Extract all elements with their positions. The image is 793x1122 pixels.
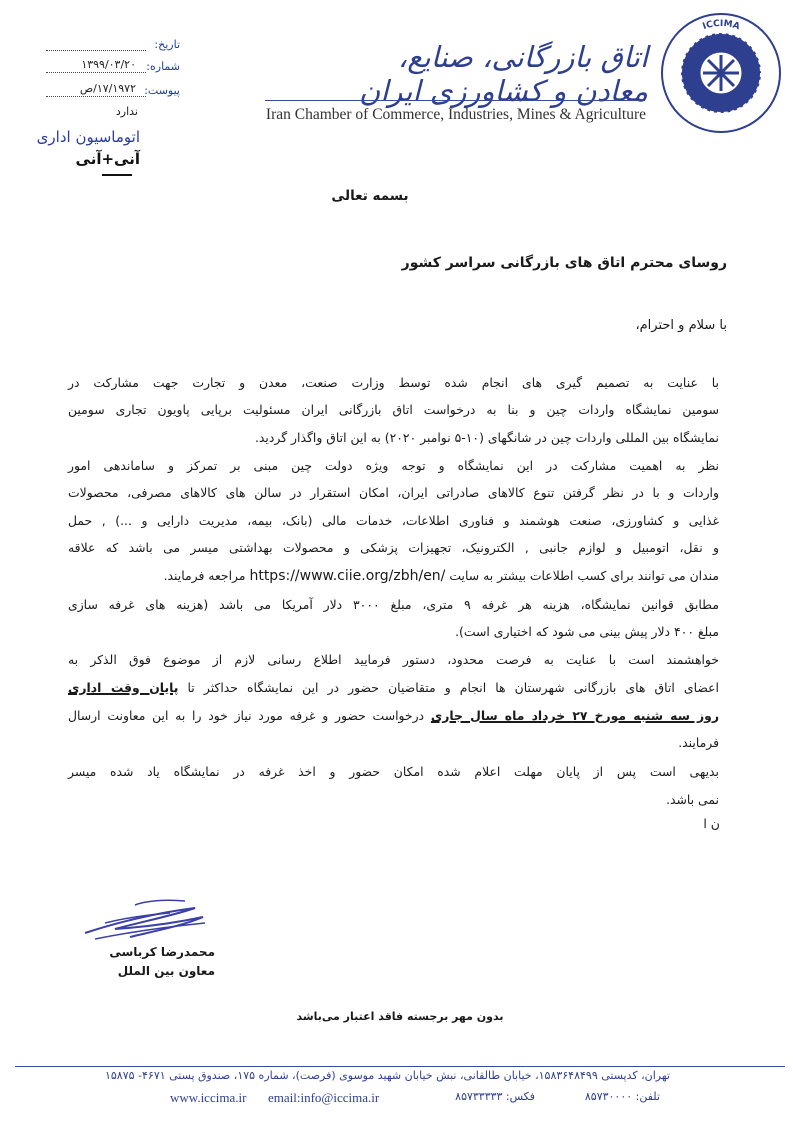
meta-attachment-row — [30, 84, 180, 102]
body-line-3 — [68, 426, 719, 450]
deadline-emphasis: پایان وقت اداری — [68, 680, 179, 695]
body-line-8 — [68, 564, 719, 588]
attachment-value: ندارد — [115, 105, 138, 118]
body-line-4 — [68, 454, 719, 478]
body-text: مبلغ ۴۰۰ دلار پیش بینی می شود که اختیاری است). — [455, 624, 719, 639]
handwritten-note-automation: اتوماسیون اداری — [36, 128, 140, 146]
body-line-15 — [68, 760, 719, 784]
handwritten-note-urgent: آنی+آنی — [75, 150, 140, 168]
basmala-heading: بسمه تعالی — [331, 188, 409, 204]
body-text: نظر به اهمیت مشارکت در این نمایشگاه و توجه ویژه دولت چین مبنی بر تمرکز و ساماندهی امور — [68, 458, 719, 473]
chamber-logo-icon — [660, 12, 782, 134]
body-text: مندان می توانند برای کسب اطلاعات بیشتر به سایت — [449, 568, 719, 583]
number-value: ۱۷/۱۹۷۲/ص — [79, 82, 136, 95]
footer-address: تهران، کدپستی ۱۵۸۳۶۴۸۴۹۹، خیابان طالقانی، نبش خیابان شهید موسوی (فرصت)، شماره ۱۷۵، صندوق پستی ۴۶۷۱- ۱۵۸۷۵ — [104, 1069, 670, 1082]
date-value: ۱۳۹۹/۰۳/۲۰ — [81, 58, 136, 71]
svg-text:ICCIMA — [701, 19, 741, 32]
body-text: اعضای اتاق های بازرگانی شهرستان ها انجام و متقاضیان حضور در این نمایشگاه حداکثر تا — [187, 680, 719, 695]
footer-website-link[interactable]: www.iccima.ir — [170, 1090, 247, 1105]
body-line-12 — [68, 676, 719, 700]
body-text: درخواست حضور و غرفه مورد نیاز خود را به این معاونت ارسال — [68, 708, 425, 723]
body-text: سومین نمایشگاه واردات چین و بنا به درخواست اتاق بازرگانی ایران مسئولیت برپایی پاویون تجاری سومین — [68, 402, 719, 417]
logo-text: ICCIMA — [701, 18, 741, 33]
deadline-date: روز سه شنبه مورخ ۲۷ خرداد ماه سال جاری — [430, 708, 719, 723]
org-name-persian: اتاق بازرگانی، صنایع، معادن و کشاورزی ایران — [359, 40, 648, 108]
body-text: نمی باشد. — [666, 792, 719, 807]
exhibition-website-link[interactable]: https://www.ciie.org/zbh/en/ — [249, 568, 446, 584]
body-text: بدیهی است پس از پایان مهلت اعلام شده امکان حضور و اخذ غرفه در نمایشگاه یاد شده میسر — [68, 764, 719, 779]
attachment-dotted-line — [46, 96, 146, 97]
body-line-14 — [68, 731, 719, 755]
body-line-1 — [68, 371, 719, 395]
body-line-9 — [68, 593, 719, 617]
meta-date-row — [30, 38, 180, 56]
body-line-2 — [68, 398, 719, 422]
body-text: واردات و با در نظر گرفتن تنوع کالاهای صادراتی ایران، امکان استقرار در سالن های کالاهای مصرفی، محصولات — [68, 485, 719, 500]
date-dotted-line — [46, 50, 146, 51]
number-dotted-line — [46, 72, 146, 73]
body-text: نمایشگاه بین المللی واردات چین در شانگهای (۱۰-۵ نوامبر ۲۰۲۰) به این اتاق واگذار گردید. — [254, 430, 719, 445]
body-line-13 — [68, 704, 719, 728]
body-line-6 — [68, 509, 719, 533]
body-text: مطابق قوانین نمایشگاه، هزینه هر غرفه ۹ متری، مبلغ ۳۰۰۰ دلار آمریکا می باشد (هزینه های غرفه سازی — [68, 597, 719, 612]
handwritten-underline — [102, 174, 132, 176]
footer-fax: فکس: ۸۵۷۳۳۳۳۳ — [455, 1090, 535, 1103]
header-divider — [265, 100, 645, 101]
greeting: با سلام و احترام، — [635, 318, 727, 333]
body-line-16 — [68, 788, 719, 812]
signer-name: محمدرضا کرباسی — [109, 945, 215, 959]
body-line-11 — [68, 648, 719, 672]
body-text: و نقل، اتومبیل و لوازم جانبی , الکترونیک، تجهیزات پزشکی و محصولات بهداشتی میسر می باشد که علاقه — [68, 540, 719, 555]
number-label: شماره: — [146, 60, 180, 73]
seal-validity-note: بدون مهر برجسته فاقد اعتبار می‌باشد — [296, 1010, 504, 1023]
footer-email-link[interactable]: email:info@iccima.ir — [268, 1090, 380, 1105]
org-name-english: Iran Chamber of Commerce, Industries, Mines & Agriculture — [265, 106, 646, 123]
date-label: تاریخ: — [154, 38, 180, 51]
body-text: با عنایت به تصمیم گیری های انجام شده توسط وزارت صنعت، معدن و تجارت جهت مشارکت در — [68, 375, 719, 390]
typist-initials: ن ا — [703, 816, 720, 831]
body-text: فرمایند. — [678, 735, 719, 750]
signer-title: معاون بین الملل — [117, 964, 215, 978]
signature-icon — [75, 893, 215, 953]
addressee: روسای محترم اتاق های بازرگانی سراسر کشور — [401, 255, 727, 271]
meta-number-row — [30, 60, 180, 78]
attachment-label: پیوست: — [144, 84, 180, 97]
body-line-10 — [68, 620, 719, 644]
footer-divider — [15, 1066, 785, 1067]
body-line-5 — [68, 481, 719, 505]
body-text: مراجعه فرمایند. — [163, 568, 246, 583]
body-text: خواهشمند است با عنایت به فرصت محدود، دستور فرمایید اطلاع رسانی لازم از موضوع فوق الذکر به — [68, 652, 719, 667]
body-line-7 — [68, 536, 719, 560]
footer-phone: تلفن: ۸۵۷۳۰۰۰۰ — [584, 1090, 660, 1103]
body-text: غذایی و کشاورزی، صنعت هوشمند و فناوری اطلاعات، خدمات مالی (بانک، بیمه، مدیریت دارایی و ...) , حمل — [68, 513, 719, 528]
